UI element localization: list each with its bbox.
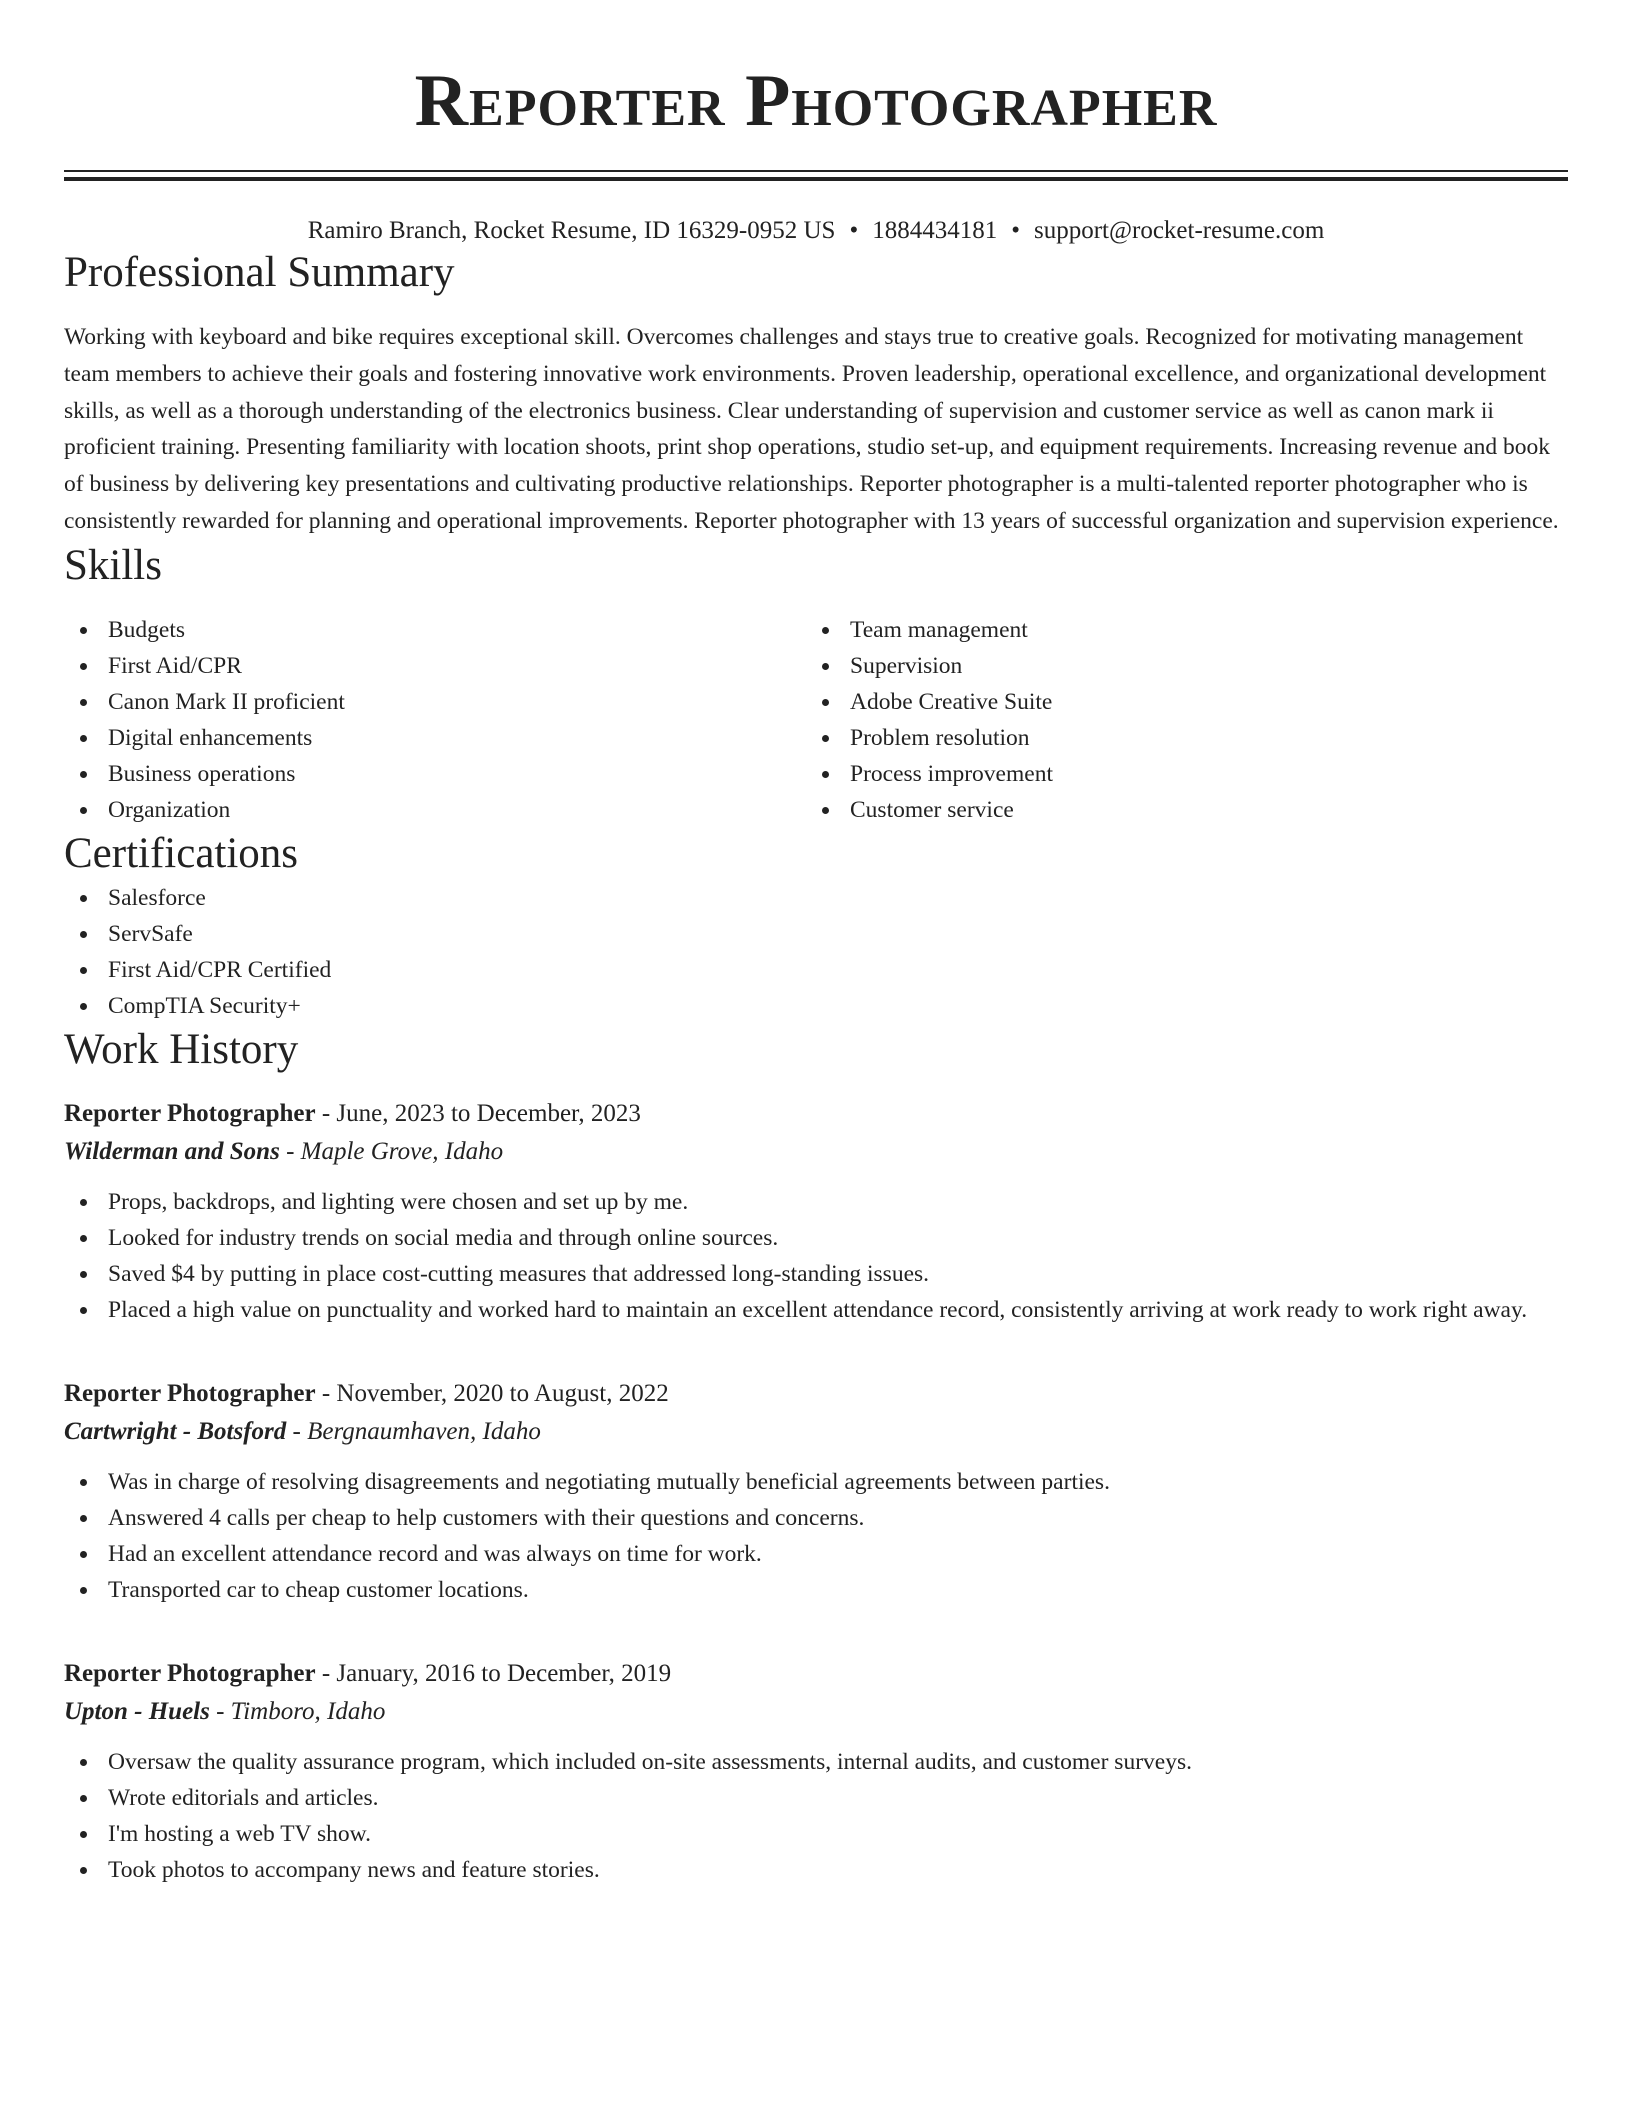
summary-text: Working with keyboard and bike requires exceptional skill. Overcomes challenges and stays true to creative goals. Recognized for motivating management team members to achieve their goals and fostering innovative work environments. Proven leadership, operational excellence, and organizational development skills, as well as a thorough understanding of the electronics business. Clear understanding of supervision and customer service as well as canon mark ii proficient training. Presenting familiarity with location shoots, print shop operations, studio set-up, and equipment requirements. Increasing revenue and book of business by delivering key presentations and cultivating productive relationships. Reporter photographer is a multi-talented reporter photographer who is consistently rewarded for planning and operational improvements. Reporter photographer with 13 years of successful organization and supervision experience. — [64, 324, 1559, 534]
certification-item: CompTIA Security+ — [64, 988, 1568, 1024]
certifications-heading: Certifications — [64, 829, 299, 877]
skill-item: Budgets — [64, 612, 806, 648]
job-duty-item: Took photos to accompany news and feature stories. — [64, 1852, 1568, 1888]
job-duty-item: Answered 4 calls per cheap to help customers with their questions and concerns. — [64, 1500, 1568, 1536]
work-history-heading: Work History — [64, 1025, 299, 1073]
job-duty-item: Transported car to cheap customer locations. — [64, 1572, 1568, 1608]
job-company-line — [64, 1132, 1568, 1172]
certifications-list — [64, 880, 1568, 1024]
skill-item: First Aid/CPR — [64, 648, 806, 684]
job-duty-item: Had an excellent attendance record and was always on time for work. — [64, 1536, 1568, 1572]
job-title-line — [64, 1376, 1568, 1412]
certification-item: Salesforce — [64, 880, 1568, 916]
job-title-line — [64, 1096, 1568, 1132]
job-location: - Timboro, Idaho — [209, 1697, 386, 1725]
job-role: Reporter Photographer — [64, 1099, 316, 1127]
contact-address: Ramiro Branch, Rocket Resume, ID 16329-0952 US — [307, 217, 836, 244]
job-duty-item: Oversaw the quality assurance program, which included on-site assessments, internal audits, and customer surveys. — [64, 1744, 1568, 1780]
resume-title: Reporter Photographer — [414, 60, 1218, 142]
resume-page — [64, 0, 1568, 1888]
job-entry — [64, 1656, 1568, 1888]
skill-item: Problem resolution — [806, 720, 1548, 756]
skills-list-left — [64, 612, 806, 828]
job-company: Upton - Huels — [64, 1697, 210, 1725]
job-duty-item: Was in charge of resolving disagreements and negotiating mutually beneficial agreements between parties. — [64, 1464, 1568, 1500]
job-company: Wilderman and Sons — [64, 1137, 280, 1165]
skill-item: Canon Mark II proficient — [64, 684, 806, 720]
job-duty-item: Looked for industry trends on social media and through online sources. — [64, 1220, 1568, 1256]
skills-list-right — [806, 612, 1548, 828]
skill-item: Adobe Creative Suite — [806, 684, 1548, 720]
certification-item: First Aid/CPR Certified — [64, 952, 1568, 988]
job-entry — [64, 1376, 1568, 1608]
job-location: - Bergnaumhaven, Idaho — [286, 1417, 541, 1445]
contact-email: support@rocket-resume.com — [1033, 217, 1325, 244]
skill-item: Customer service — [806, 792, 1548, 828]
job-role: Reporter Photographer — [64, 1379, 316, 1407]
job-dates: - June, 2023 to December, 2023 — [315, 1099, 641, 1127]
job-company-line — [64, 1412, 1568, 1452]
job-duty-item: I'm hosting a web TV show. — [64, 1816, 1568, 1852]
contact-phone: 1884434181 — [872, 217, 998, 244]
job-duty-item: Saved $4 by putting in place cost-cutting measures that addressed long-standing issues. — [64, 1256, 1568, 1292]
certification-item: ServSafe — [64, 916, 1568, 952]
skill-item: Digital enhancements — [64, 720, 806, 756]
skills-heading: Skills — [64, 541, 162, 589]
job-duties-list — [64, 1744, 1568, 1888]
job-company: Cartwright - Botsford — [64, 1417, 287, 1445]
contact-separator: • — [849, 217, 859, 244]
job-role: Reporter Photographer — [64, 1659, 316, 1687]
job-duties-list — [64, 1184, 1568, 1328]
skills-columns — [64, 612, 1568, 828]
contact-separator: • — [1011, 217, 1020, 244]
job-entry — [64, 1096, 1568, 1328]
skill-item: Organization — [64, 792, 806, 828]
job-duty-item: Props, backdrops, and lighting were chosen and set up by me. — [64, 1184, 1568, 1220]
summary-heading: Professional Summary — [64, 249, 455, 296]
job-title-line — [64, 1656, 1568, 1692]
job-dates: - January, 2016 to December, 2019 — [315, 1659, 672, 1687]
job-duties-list — [64, 1464, 1568, 1608]
skill-item: Supervision — [806, 648, 1548, 684]
title-divider-thin — [64, 170, 1568, 172]
job-location: - Maple Grove, Idaho — [279, 1137, 504, 1165]
job-company-line — [64, 1692, 1568, 1732]
skill-item: Team management — [806, 612, 1548, 648]
job-duty-item: Wrote editorials and articles. — [64, 1780, 1568, 1816]
skill-item: Process improvement — [806, 756, 1548, 792]
title-divider-thick — [64, 177, 1568, 181]
job-dates: - November, 2020 to August, 2022 — [315, 1379, 669, 1407]
contact-line — [64, 215, 1568, 247]
job-duty-item: Placed a high value on punctuality and worked hard to maintain an excellent attendance record, consistently arriving at work ready to work right away. — [64, 1292, 1568, 1328]
skill-item: Business operations — [64, 756, 806, 792]
